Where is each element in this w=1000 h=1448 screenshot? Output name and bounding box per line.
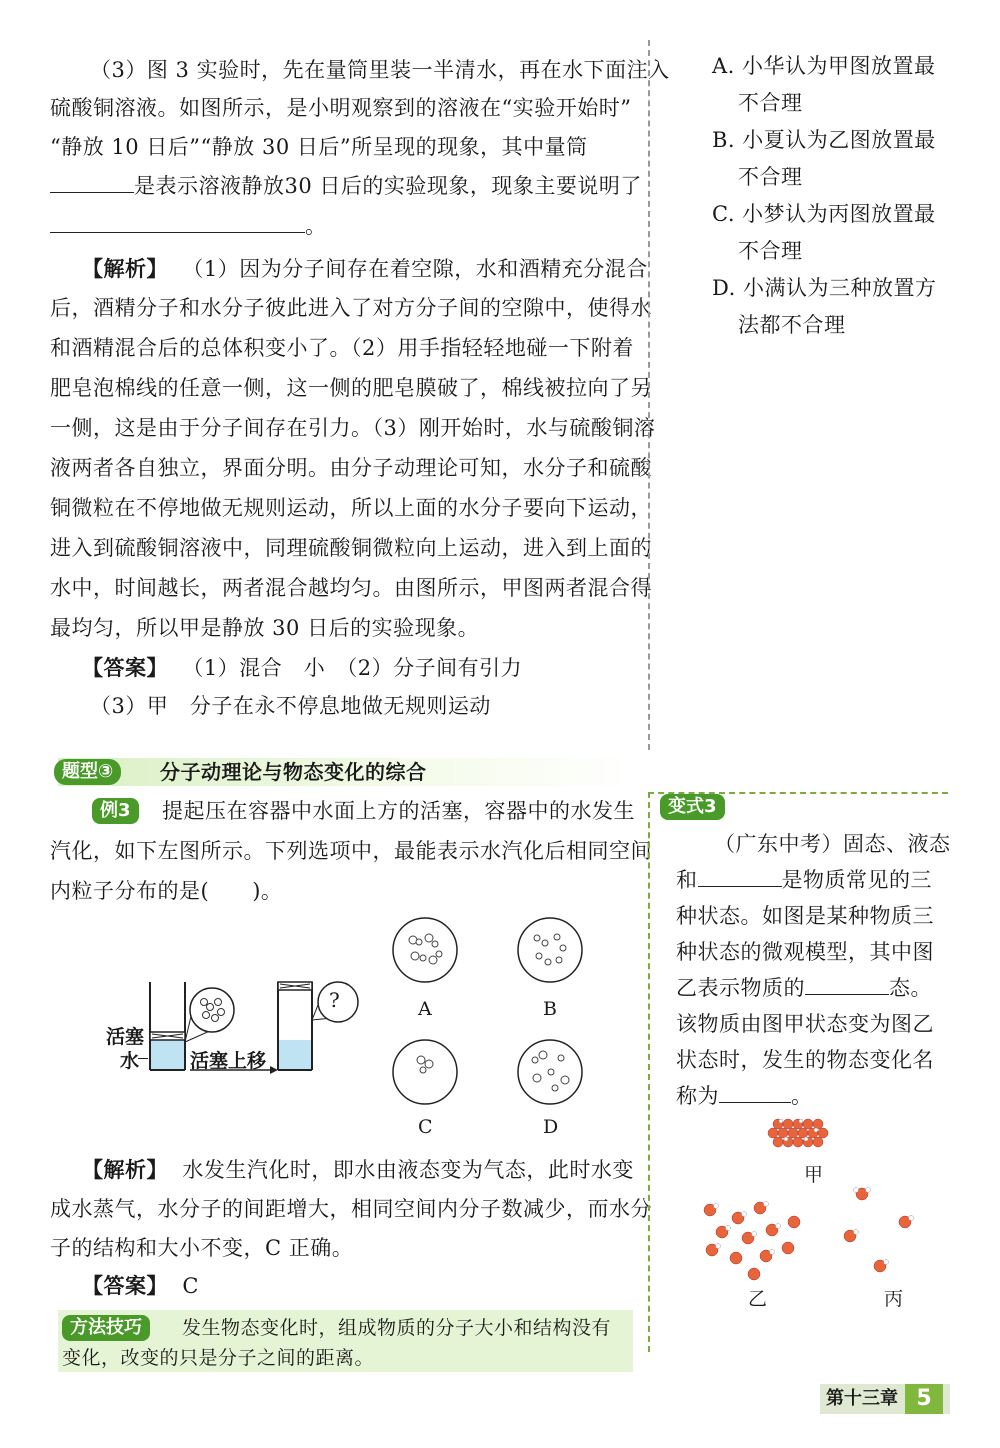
method-line-1: 发生物态变化时，组成物质的分子大小和结构没有 (182, 1317, 612, 1339)
option-label-d: D (543, 1116, 559, 1138)
jiexi-line-9: 水中，时间越长，两者混合越均匀。由图所示，甲图两者混合得 (50, 576, 652, 600)
page-number: 5 (905, 1384, 943, 1414)
variant-line-5: 乙表示物质的 态。 (676, 976, 932, 1000)
arrow-label: 活塞上移 (190, 1050, 267, 1072)
option-c-line-1: C. 小梦认为丙图放置最 (712, 202, 936, 226)
option-b-line-1: B. 小夏认为乙图放置最 (712, 128, 936, 152)
variant-divider-v (648, 792, 650, 1352)
question-mark: ? (329, 988, 340, 1012)
example-tag: 例3 (92, 798, 139, 824)
example-line-2: 汽化，如下左图所示。下列选项中，最能表示水汽化后相同空间 (50, 839, 652, 863)
variant-line-8: 称为 。 (676, 1084, 813, 1108)
variant-line-1: （广东中考）固态、液态 (714, 832, 951, 856)
water-label: 水 (120, 1050, 140, 1072)
piston-label: 活塞 (106, 1026, 145, 1048)
jiexi-line-8: 进入到硫酸铜溶液中，同理硫酸铜微粒向上运动，进入到上面的 (50, 536, 652, 560)
jiexi-line-2: 后，酒精分子和水分子彼此进入了对方分子间的空隙中，使得水 (50, 296, 652, 320)
example-line-1: 提起压在容器中水面上方的活塞，容器中的水发生 (162, 799, 635, 823)
ex-jiexi-line-3: 子的结构和大小不变，C 正确。 (50, 1236, 354, 1260)
variant-tag: 变式3 (660, 794, 725, 820)
answer-blank[interactable] (805, 974, 889, 995)
method-tag: 方法技巧 (62, 1315, 150, 1341)
answer-line-2: （3）甲 分子在永不停息地做无规则运动 (90, 694, 491, 718)
answer-blank[interactable] (719, 1082, 791, 1103)
q3-line-1: （3）图 3 实验时，先在量筒里装一半清水，再在水下面注入 (90, 58, 670, 82)
answer-blank[interactable] (50, 212, 305, 233)
option-d-line-2: 法都不合理 (738, 313, 846, 337)
ex-answer-line: 【答案】 C (82, 1274, 199, 1298)
variant-line-7: 状态时，发生的物态变化名 (676, 1048, 934, 1072)
water-pointer (138, 1058, 148, 1059)
answer-blank[interactable] (50, 172, 134, 193)
jiexi-line-4: 肥皂泡棉线的任意一侧，这一侧的肥皂膜破了，棉线被拉向了另 (50, 376, 652, 400)
option-c-line-2: 不合理 (738, 239, 803, 263)
chapter-label: 第十三章 (826, 1388, 898, 1409)
option-a-line-2: 不合理 (738, 91, 803, 115)
ex-jiexi-line-1: 【解析】 水发生汽化时，即水由液态变为气态，此时水变 (82, 1158, 634, 1182)
jiexi-line-10: 最均匀，所以甲是静放 30 日后的实验现象。 (50, 616, 480, 640)
variant-line-3: 种状态。如图是某种物质三 (676, 904, 934, 928)
jiexi-line-7: 铜微粒在不停地做无规则运动，所以上面的水分子要向下运动， (50, 496, 652, 520)
jiexi-line-6: 液两者各自独立，界面分明。由分子动理论可知，水分子和硫酸 (50, 456, 652, 480)
option-a-line-1: A. 小华认为甲图放置最 (712, 54, 936, 78)
jiexi-line-1: 【解析】 （1）因为分子间存在着空隙，水和酒精充分混合 (82, 257, 648, 281)
jiexi-line-3: 和酒精混合后的总体积变小了。（2）用手指轻轻地碰一下附着 (50, 336, 634, 360)
q3-line-5: 。 (50, 212, 327, 240)
answer-blank[interactable] (698, 866, 782, 887)
variant-line-6: 该物质由图甲状态变为图乙 (676, 1012, 934, 1036)
ex-jiexi-line-2: 成水蒸气，水分子的间距增大，相同空间内分子数减少，而水分 (50, 1197, 652, 1221)
q3-line-2: 硫酸铜溶液。如图所示，是小明观察到的溶液在“实验开始时” (50, 96, 632, 120)
column-divider (648, 40, 650, 750)
jiexi-line-5: 一侧，这是由于分子间存在引力。（3）刚开始时，水与硫酸铜溶 (50, 416, 656, 440)
example-line-3: 内粒子分布的是( )。 (50, 879, 283, 903)
option-label-a: A (418, 998, 432, 1020)
option-d-line-1: D. 小满认为三种放置方 (712, 276, 937, 300)
state-label-yi: 乙 (748, 1288, 768, 1310)
option-circles (385, 910, 595, 1120)
q3-line-4: 是表示溶液静放30 日后的实验现象，现象主要说明了 (50, 172, 642, 200)
state-label-bing: 丙 (884, 1288, 904, 1310)
method-line-2: 变化，改变的只是分子之间的距离。 (62, 1347, 375, 1369)
variant-line-2: 和 是物质常见的三 (676, 868, 932, 892)
option-b-line-2: 不合理 (738, 165, 803, 189)
answer-line-1: 【答案】 （1）混合 小 （2）分子间有引力 (82, 656, 523, 680)
state-label-jia: 甲 (804, 1164, 824, 1186)
option-label-c: C (418, 1116, 433, 1138)
q3-line-3: “静放 10 日后”“静放 30 日后”所呈现的现象，其中量筒 (50, 135, 588, 159)
section-title: 分子动理论与物态变化的综合 (160, 760, 427, 784)
option-label-b: B (543, 998, 557, 1020)
variant-line-4: 种状态的微观模型，其中图 (676, 940, 934, 964)
section-tag: 题型③ (54, 759, 121, 785)
